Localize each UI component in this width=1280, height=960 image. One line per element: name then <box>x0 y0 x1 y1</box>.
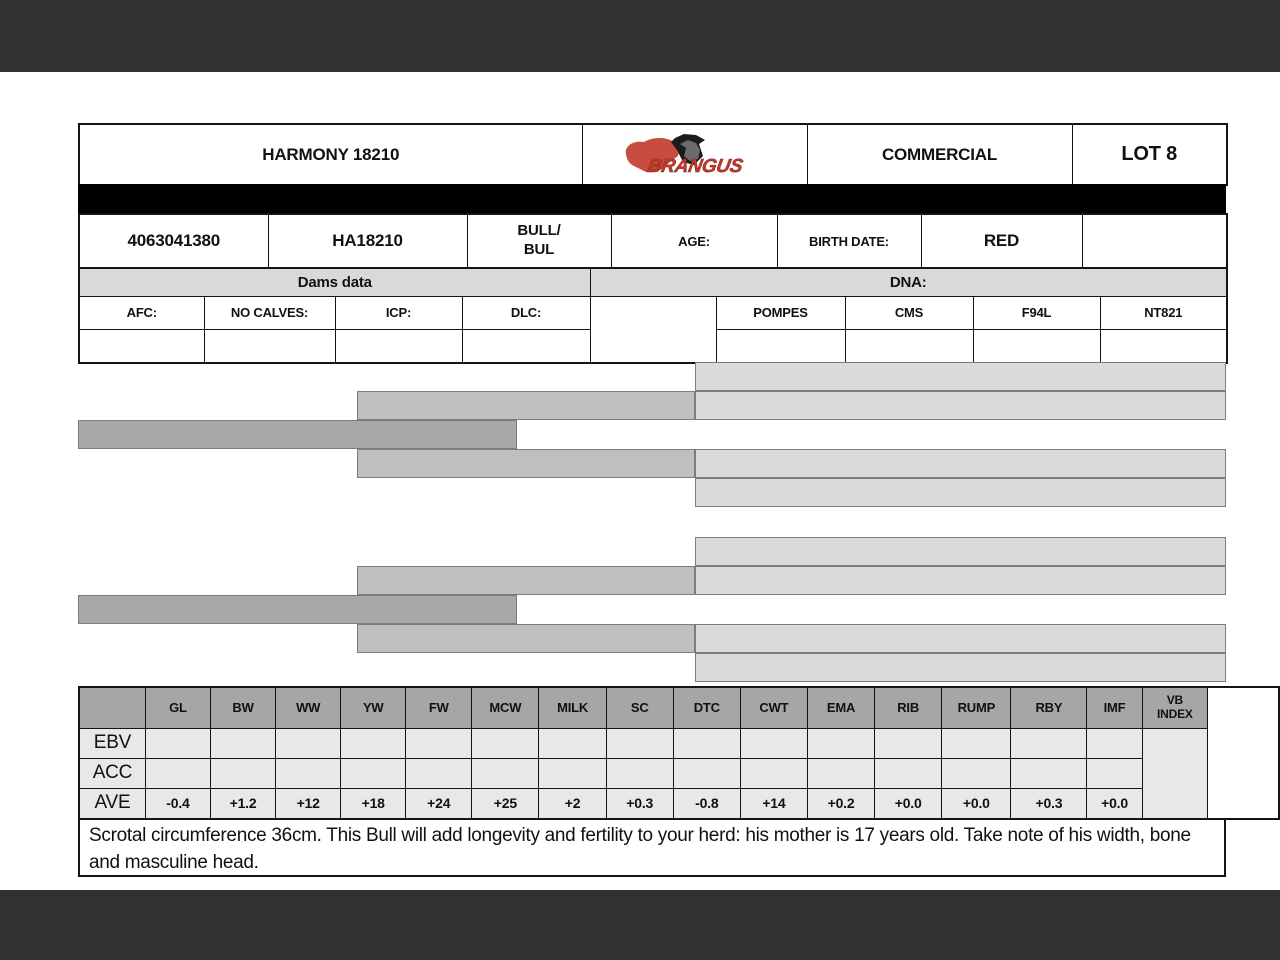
ave-value-cell: +0.3 <box>606 788 673 819</box>
colour-cell <box>921 214 1082 268</box>
birth-date-label: BIRTH DATE: <box>809 233 889 249</box>
top-letterbox-bar <box>0 0 1280 72</box>
ave-value-cell: +0.0 <box>942 788 1011 819</box>
acc-empty-cell <box>145 758 210 788</box>
pedigree-bar-grandparent <box>695 362 1226 391</box>
ebv-col-header: FW <box>406 687 472 728</box>
pedigree-bar-grandparent <box>695 537 1226 566</box>
pompes-label: POMPES <box>753 305 808 320</box>
dlc-value-cell <box>462 329 590 363</box>
ebv-col-header: WW <box>276 687 341 728</box>
animal-title-cell <box>79 124 582 185</box>
afc-label: AFC: <box>126 305 157 320</box>
acc-empty-cell <box>807 758 874 788</box>
pedigree-bar-dam <box>78 595 517 624</box>
ebv-empty-cell <box>539 728 606 758</box>
logo-cell <box>582 124 807 185</box>
acc-empty-cell <box>740 758 807 788</box>
ave-value-cell: +0.0 <box>875 788 942 819</box>
ave-value-cell: +2 <box>539 788 606 819</box>
header-table <box>78 123 1228 186</box>
dams-dna-table <box>78 267 1228 364</box>
icp-label-cell <box>335 296 462 329</box>
bottom-letterbox-bar <box>0 890 1280 960</box>
acc-empty-cell <box>1011 758 1087 788</box>
age-label: AGE: <box>678 233 710 249</box>
black-divider-band <box>78 184 1226 213</box>
ebv-row-label-cell: EBV <box>79 728 145 758</box>
ave-value-cell: -0.8 <box>673 788 740 819</box>
ebv-empty-cell <box>942 728 1011 758</box>
pompes-value-cell <box>716 329 845 363</box>
ave-value-cell: +24 <box>406 788 472 819</box>
pedigree-bar-grandparent <box>695 449 1226 478</box>
pedigree-bar-sire <box>78 420 517 449</box>
afc-value-cell <box>79 329 204 363</box>
ave-value-cell: +18 <box>341 788 406 819</box>
ebv-empty-cell <box>276 728 341 758</box>
age-cell <box>611 214 777 268</box>
ebv-empty-cell <box>210 728 275 758</box>
pompes-label-cell <box>716 296 845 329</box>
description-text: Scrotal circumference 36cm. This Bull will add longevity and fertility to your herd: his mother is 17 years old. Take note of his width, bone and masculine head. <box>89 825 1191 873</box>
cms-label-cell <box>845 296 973 329</box>
acc-empty-cell <box>341 758 406 788</box>
ebv-col-header: RIB <box>875 687 942 728</box>
ebv-empty-cell <box>472 728 539 758</box>
acc-empty-cell <box>673 758 740 788</box>
f94l-value-cell <box>973 329 1100 363</box>
lot-label: LOT 8 <box>1121 143 1178 165</box>
icp-label: ICP: <box>385 305 412 320</box>
dams-data-label: Dams data <box>297 273 372 291</box>
category-cell <box>807 124 1072 185</box>
registration-number: 4063041380 <box>127 231 221 250</box>
ebv-col-header: DTC <box>673 687 740 728</box>
ave-value-cell: +0.2 <box>807 788 874 819</box>
nt821-label: NT821 <box>1144 305 1183 320</box>
brangus-logo-graphic <box>620 132 770 178</box>
ebv-col-header: MILK <box>539 687 606 728</box>
svg-text:BRANGUS: BRANGUS <box>645 155 744 177</box>
ebv-col-header: MCW <box>472 687 539 728</box>
cms-value-cell <box>845 329 973 363</box>
no-calves-value-cell <box>204 329 335 363</box>
pedigree-bar-parent <box>357 391 695 420</box>
ave-value-cell: +0.3 <box>1011 788 1087 819</box>
ebv-empty-cell <box>406 728 472 758</box>
lot-cell <box>1072 124 1227 185</box>
pedigree-bar-grandparent <box>695 391 1226 420</box>
dna-header <box>590 268 1227 296</box>
ebv-col-header: GL <box>145 687 210 728</box>
description-box <box>78 818 1226 877</box>
ave-value-cell: -0.4 <box>145 788 210 819</box>
ebv-table <box>78 686 1280 820</box>
ebv-empty-cell <box>673 728 740 758</box>
ebv-empty-cell <box>145 728 210 758</box>
pedigree-bar-parent <box>357 566 695 595</box>
no-calves-label-cell <box>204 296 335 329</box>
acc-empty-cell <box>539 758 606 788</box>
cms-label: CMS <box>894 305 924 320</box>
ave-value-cell: +25 <box>472 788 539 819</box>
acc-empty-cell <box>1087 758 1142 788</box>
acc-empty-cell <box>942 758 1011 788</box>
ave-value-cell: +12 <box>276 788 341 819</box>
acc-empty-cell <box>472 758 539 788</box>
f94l-label: F94L <box>1021 305 1052 320</box>
ebv-col-header: RBY <box>1011 687 1087 728</box>
ebv-col-header: BW <box>210 687 275 728</box>
pedigree-bar-parent <box>357 624 695 653</box>
ebv-col-header: RUMP <box>942 687 1011 728</box>
vb-index-header-cell <box>1142 687 1207 728</box>
acc-empty-cell <box>406 758 472 788</box>
ident-cell <box>268 214 467 268</box>
identity-empty-cell <box>1082 214 1227 268</box>
ebv-empty-cell <box>341 728 406 758</box>
dna-label: DNA: <box>889 273 927 291</box>
ebv-col-header: CWT <box>740 687 807 728</box>
brangus-logo <box>583 132 807 178</box>
colour-label: RED <box>983 231 1020 250</box>
ebv-empty-cell <box>1011 728 1087 758</box>
acc-empty-cell <box>276 758 341 788</box>
vb-index-line1: VB <box>1166 692 1184 707</box>
nt821-label-cell <box>1100 296 1227 329</box>
ident-code: HA18210 <box>332 231 403 250</box>
ave-value-cell: +0.0 <box>1087 788 1142 819</box>
pedigree-bar-grandparent <box>695 624 1226 653</box>
sex-line1: BULL/ <box>517 222 561 240</box>
ave-value-cell: +14 <box>740 788 807 819</box>
ebv-empty-cell <box>606 728 673 758</box>
vb-index-line2: INDEX <box>1157 706 1193 721</box>
acc-empty-cell <box>210 758 275 788</box>
dna-spacer-cell <box>590 296 716 363</box>
ebv-empty-cell <box>1087 728 1142 758</box>
animal-title: HARMONY 18210 <box>262 144 400 164</box>
ave-row-label-cell: AVE <box>79 788 145 819</box>
acc-empty-cell <box>606 758 673 788</box>
ebv-col-header: IMF <box>1087 687 1142 728</box>
sex-cell <box>467 214 611 268</box>
dlc-label: DLC: <box>510 305 542 320</box>
pedigree-bar-grandparent <box>695 653 1226 682</box>
vb-index-value-cell <box>1142 728 1207 819</box>
ebv-corner-cell <box>79 687 145 728</box>
afc-label-cell <box>79 296 204 329</box>
acc-empty-cell <box>875 758 942 788</box>
identity-table <box>78 213 1228 269</box>
category-label: COMMERCIAL <box>881 144 998 164</box>
nt821-value-cell <box>1100 329 1227 363</box>
ebv-col-header: YW <box>341 687 406 728</box>
dlc-label-cell <box>462 296 590 329</box>
f94l-label-cell <box>973 296 1100 329</box>
pedigree-bar-parent <box>357 449 695 478</box>
ebv-empty-cell <box>807 728 874 758</box>
icp-value-cell <box>335 329 462 363</box>
registration-cell <box>79 214 268 268</box>
pedigree-bar-grandparent <box>695 566 1226 595</box>
ebv-col-header: EMA <box>807 687 874 728</box>
ebv-col-header: SC <box>606 687 673 728</box>
no-calves-label: NO CALVES: <box>230 305 309 320</box>
ebv-empty-cell <box>740 728 807 758</box>
ave-value-cell: +1.2 <box>210 788 275 819</box>
sex-line2: BUL <box>523 241 555 258</box>
dams-data-header <box>79 268 590 296</box>
ebv-empty-cell <box>875 728 942 758</box>
acc-row-label-cell: ACC <box>79 758 145 788</box>
birth-date-cell <box>777 214 921 268</box>
pedigree-bar-grandparent <box>695 478 1226 507</box>
